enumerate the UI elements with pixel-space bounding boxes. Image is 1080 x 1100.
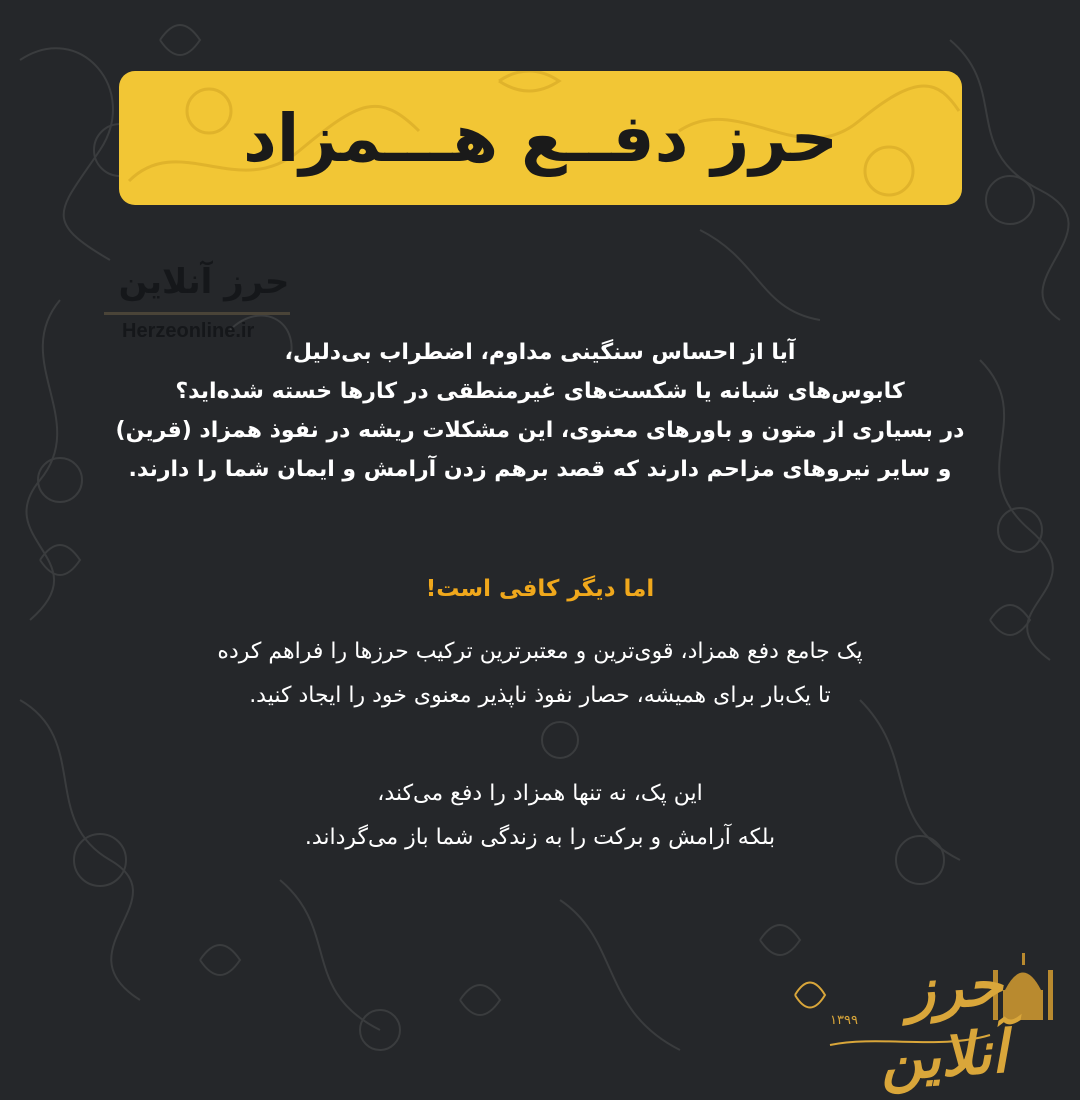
intro-line: و سایر نیروهای مزاحم دارند که قصد برهم زدن آرامش و ایمان شما را دارند.: [128, 457, 952, 482]
offer-paragraph: [40, 630, 1040, 718]
logo-year: ۱۳۹۹: [830, 1013, 858, 1028]
watermark-divider: [104, 312, 290, 315]
intro-paragraph: [40, 333, 1040, 489]
highlight-headline: اما دیگر کافی است!: [425, 576, 655, 602]
intro-line: در بسیاری از متون و باورهای معنوی، این مشکلات ریشه در نفوذ همزاد (قرین): [115, 418, 965, 443]
banner-title: حرز دفــع هـــمزاد: [242, 99, 839, 177]
intro-line: کابوس‌های شبانه یا شکست‌های غیرمنطقی در کارها خسته شده‌اید؟: [175, 379, 905, 404]
closing-line: این پک، نه تنها همزاد را دفع می‌کند،: [377, 781, 703, 806]
intro-line: آیا از احساس سنگینی مداوم، اضطراب بی‌دلیل،: [284, 340, 796, 365]
closing-line: بلکه آرامش و برکت را به زندگی شما باز می‌گرداند.: [304, 825, 776, 850]
offer-line: پک جامع دفع همزاد، قوی‌ترین و معتبرترین ترکیب حرزها را فراهم کرده: [217, 639, 863, 664]
watermark-brand-en: Herzeonline.ir: [122, 320, 255, 342]
watermark-brand-fa: حرز آنلاین: [118, 262, 290, 302]
brand-logo: [790, 935, 1060, 1095]
closing-paragraph: [40, 772, 1040, 860]
offer-line: تا یک‌بار برای همیشه، حصار نفوذ ناپذیر معنوی خود را ایجاد کنید.: [249, 683, 831, 708]
title-banner: [119, 71, 962, 205]
logo-text: حرز آنلاین: [877, 949, 1010, 1095]
